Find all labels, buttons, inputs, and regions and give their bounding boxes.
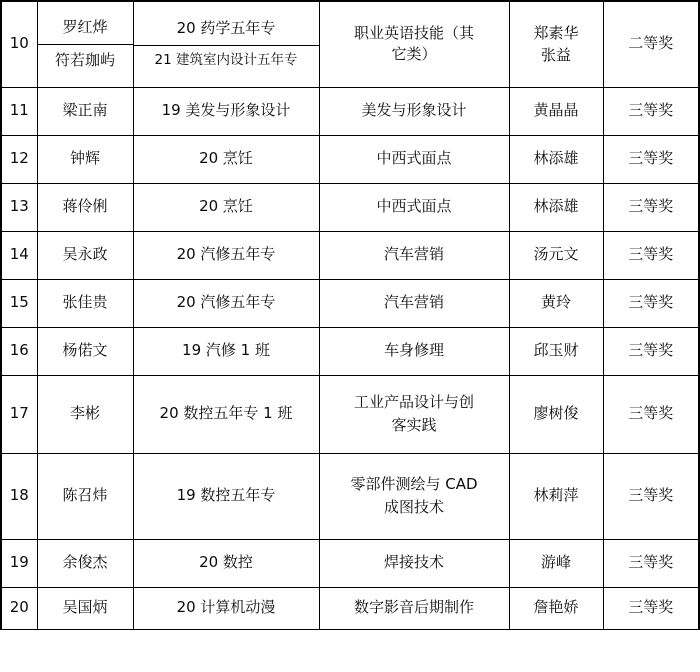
cell-name: 梁正南: [37, 87, 133, 135]
cell-project: [319, 375, 509, 453]
cell-no: 15: [1, 279, 37, 327]
cell-project: 中西式面点: [319, 183, 509, 231]
table-row: [1, 135, 699, 183]
cell-project: 数字影音后期制作: [319, 587, 509, 629]
cell-project-line-1: 职业英语技能（其: [353, 23, 474, 42]
cell-coach: 黄晶晶: [509, 87, 603, 135]
cell-award: 三等奖: [603, 327, 699, 375]
cell-name: 钟辉: [37, 135, 133, 183]
cell-name: 吴国炳: [37, 587, 133, 629]
cell-project-line-1: 工业产品设计与创: [353, 392, 474, 411]
cell-no: 12: [1, 135, 37, 183]
table-row: [1, 375, 699, 453]
cell-name-line-1: 罗红烨: [38, 12, 133, 45]
cell-class: 20 烹饪: [133, 135, 319, 183]
cell-project: 焊接技术: [319, 539, 509, 587]
cell-award: 三等奖: [603, 87, 699, 135]
cell-coach: 林莉萍: [509, 453, 603, 539]
cell-no: 14: [1, 231, 37, 279]
table-row: [1, 587, 699, 629]
cell-project: 汽车营销: [319, 279, 509, 327]
cell-award: 三等奖: [603, 375, 699, 453]
cell-coach: [509, 1, 603, 87]
cell-no: 19: [1, 539, 37, 587]
cell-project-line-2: 客实践: [391, 416, 437, 434]
cell-award: 三等奖: [603, 453, 699, 539]
table-row: [1, 183, 699, 231]
cell-class: 20 计算机动漫: [133, 587, 319, 629]
cell-coach: 游峰: [509, 539, 603, 587]
cell-award: 三等奖: [603, 587, 699, 629]
cell-class: 19 数控五年专: [133, 453, 319, 539]
cell-award: 三等奖: [603, 231, 699, 279]
cell-name: 杨偌文: [37, 327, 133, 375]
cell-no: 20: [1, 587, 37, 629]
cell-class: [133, 1, 319, 87]
cell-class: 19 汽修 1 班: [133, 327, 319, 375]
cell-class: 20 数控五年专 1 班: [133, 375, 319, 453]
cell-coach: 邱玉财: [509, 327, 603, 375]
table-row: [1, 1, 699, 87]
cell-no: 17: [1, 375, 37, 453]
table-row: [1, 279, 699, 327]
cell-coach: 黄玲: [509, 279, 603, 327]
table-row: [1, 539, 699, 587]
cell-coach: 林添雄: [509, 135, 603, 183]
cell-name: 张佳贵: [37, 279, 133, 327]
cell-no: 13: [1, 183, 37, 231]
cell-coach-line-1: 郑素华: [533, 23, 579, 42]
cell-name: [37, 1, 133, 87]
cell-no: 10: [1, 1, 37, 87]
cell-project-line-1: 零部件测绘与 CAD: [350, 474, 478, 493]
cell-class: 20 烹饪: [133, 183, 319, 231]
cell-project: [319, 1, 509, 87]
table-row: [1, 453, 699, 539]
cell-name: 吴永政: [37, 231, 133, 279]
cell-class: 20 汽修五年专: [133, 279, 319, 327]
cell-class: 20 数控: [133, 539, 319, 587]
cell-class-line-2: 21 建筑室内设计五年专: [154, 51, 298, 68]
cell-no: 11: [1, 87, 37, 135]
cell-name: 蒋伶俐: [37, 183, 133, 231]
cell-class: 19 美发与形象设计: [133, 87, 319, 135]
cell-coach: 汤元文: [509, 231, 603, 279]
cell-project-line-2: 成图技术: [383, 498, 444, 516]
table-row: [1, 327, 699, 375]
cell-award: 三等奖: [603, 539, 699, 587]
cell-coach: 林添雄: [509, 183, 603, 231]
cell-no: 16: [1, 327, 37, 375]
cell-project: 美发与形象设计: [319, 87, 509, 135]
cell-coach-line-2: 张益: [540, 46, 571, 65]
cell-award: 二等奖: [603, 1, 699, 87]
cell-project: [319, 453, 509, 539]
cell-name: 陈召炜: [37, 453, 133, 539]
cell-coach: 廖树俊: [509, 375, 603, 453]
cell-project: 车身修理: [319, 327, 509, 375]
cell-coach: 詹艳娇: [509, 587, 603, 629]
cell-award: 三等奖: [603, 279, 699, 327]
cell-name: 李彬: [37, 375, 133, 453]
table-row: [1, 87, 699, 135]
cell-award: 三等奖: [603, 135, 699, 183]
cell-project: 中西式面点: [319, 135, 509, 183]
cell-class: 20 汽修五年专: [133, 231, 319, 279]
cell-no: 18: [1, 453, 37, 539]
cell-award: 三等奖: [603, 183, 699, 231]
cell-name: 余俊杰: [37, 539, 133, 587]
cell-project-line-2: 它类）: [391, 45, 437, 64]
cell-project: 汽车营销: [319, 231, 509, 279]
cell-name-line-2: 符若珈屿: [54, 50, 115, 69]
cell-class-line-1: 20 药学五年专: [134, 13, 319, 46]
table-row: [1, 231, 699, 279]
